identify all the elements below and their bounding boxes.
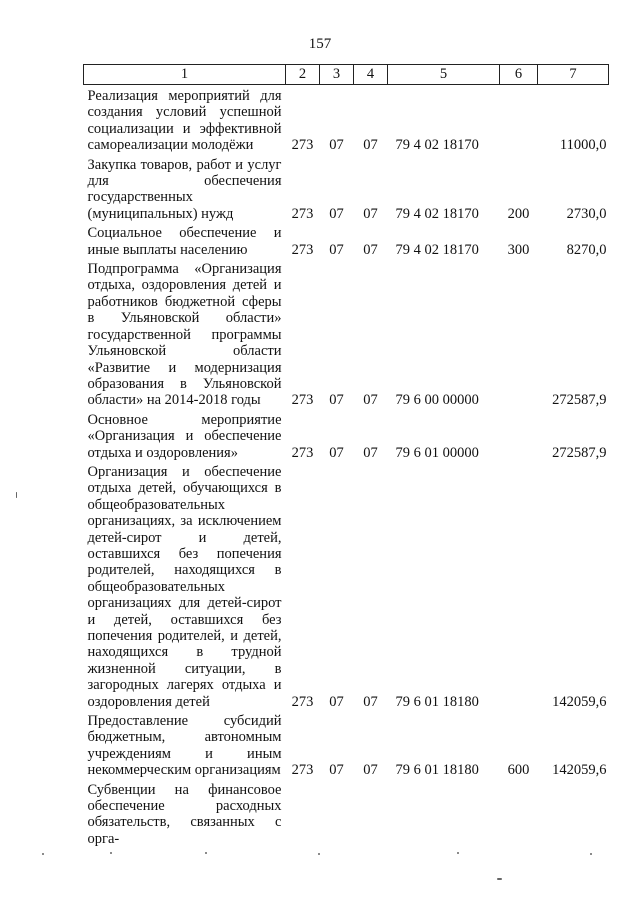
table-row	[84, 779, 609, 848]
table-row	[84, 461, 609, 710]
row-name-cell: Закупка товаров, работ и услуг для обеспечения государственных (муниципальных) нужд	[87, 156, 282, 222]
budget-table	[83, 64, 609, 847]
row-name-cell: Предоставление субсидий бюджетным, автономным учреждениям и иным некоммерческим организациям	[87, 713, 282, 779]
row-ministry-cell: 273	[291, 205, 314, 222]
row-vr-cell	[500, 409, 538, 461]
header-cell-section: 3	[320, 65, 354, 85]
row-ministry-cell: 273	[291, 392, 314, 409]
row-vr-cell	[500, 258, 538, 409]
row-amount-cell: 8270,0	[566, 241, 607, 258]
scan-speck	[590, 853, 592, 855]
row-amount-cell: 11000,0	[559, 137, 607, 154]
table-row	[84, 154, 609, 223]
page-number: 157	[308, 36, 332, 52]
scan-speck	[205, 852, 207, 854]
row-amount-cell: 272587,9	[552, 444, 607, 461]
row-amount-cell: 142059,6	[552, 762, 607, 779]
row-section-cell: 07	[329, 137, 344, 154]
row-section-cell: 07	[329, 693, 344, 710]
row-csr-cell: 79 6 00 00000	[395, 392, 479, 409]
row-vr-cell	[500, 461, 538, 710]
row-subsection-cell: 07	[363, 762, 378, 779]
scan-speck	[497, 878, 502, 880]
header-cell-amount: 7	[538, 65, 609, 85]
row-csr-cell: 79 6 01 00000	[395, 444, 479, 461]
row-amount-cell: 272587,9	[552, 392, 607, 409]
row-section-cell: 07	[329, 241, 344, 258]
row-name-cell: Основное мероприятие «Организация и обеспечение отдыха и оздоровления»	[87, 411, 282, 461]
row-section-cell: 07	[329, 205, 344, 222]
scan-speck	[457, 852, 459, 854]
row-subsection-cell: 07	[363, 444, 378, 461]
header-cell-subsection: 4	[354, 65, 388, 85]
row-subsection-cell	[354, 779, 388, 848]
table-row	[84, 258, 609, 409]
scan-speck	[42, 853, 44, 855]
header-cell-csr: 5	[388, 65, 500, 85]
row-section-cell	[320, 779, 354, 848]
row-csr-cell: 79 6 01 18180	[395, 693, 479, 710]
table-row	[84, 409, 609, 461]
table-row	[84, 710, 609, 779]
row-vr-cell	[500, 779, 538, 848]
table-row	[84, 222, 609, 258]
row-section-cell: 07	[329, 392, 344, 409]
row-subsection-cell: 07	[363, 392, 378, 409]
row-subsection-cell: 07	[363, 137, 378, 154]
row-ministry-cell: 273	[291, 693, 314, 710]
row-name-cell: Реализация мероприятий для создания условий успешной социализации и эффективной самореализации молодёжи	[87, 88, 282, 154]
row-csr-cell: 79 6 01 18180	[395, 762, 479, 779]
row-subsection-cell: 07	[363, 205, 378, 222]
header-cell-vr: 6	[500, 65, 538, 85]
header-cell-name: 1	[84, 65, 286, 85]
row-vr-cell: 200	[507, 205, 530, 222]
row-name-cell: Субвенции на финансовое обеспечение расходных обязательств, связанных с орга-	[87, 781, 282, 847]
row-subsection-cell: 07	[363, 241, 378, 258]
row-amount-cell: 2730,0	[566, 205, 607, 222]
table-row	[84, 85, 609, 154]
row-csr-cell: 79 4 02 18170	[395, 205, 479, 222]
scan-speck	[16, 492, 17, 498]
row-ministry-cell	[286, 779, 320, 848]
row-ministry-cell: 273	[291, 241, 314, 258]
header-cell-ministry: 2	[286, 65, 320, 85]
row-section-cell: 07	[329, 762, 344, 779]
row-amount-cell	[538, 779, 609, 848]
header-row	[84, 65, 609, 85]
row-section-cell: 07	[329, 444, 344, 461]
row-name-cell: Организация и обеспечение отдыха детей, обучающихся в общеобразовательных организациях, за исключением детей-сирот и детей, оставшихся без попечения родителей, находящихся в общеобразовательных организациях для детей-сирот и детей, оставшихся без попечения родителей, и детей, находящихся в трудной жизненной ситуации, в загородных лагерях отдыха и оздоровления детей	[87, 463, 282, 710]
row-name-cell: Подпрограмма «Организация отдыха, оздоровления детей и работников бюджетной сферы в Ульяновской области» государственной программы Ульяновской области «Развитие и модернизация образования в Ульяновской области» на 2014-2018 годы	[87, 261, 282, 409]
row-ministry-cell: 273	[291, 137, 314, 154]
row-ministry-cell: 273	[291, 762, 314, 779]
row-name-cell: Социальное обеспечение и иные выплаты населению	[87, 225, 282, 258]
row-vr-cell	[500, 85, 538, 154]
row-csr-cell	[388, 779, 500, 848]
row-ministry-cell: 273	[291, 444, 314, 461]
row-csr-cell: 79 4 02 18170	[395, 137, 479, 154]
row-amount-cell: 142059,6	[552, 693, 607, 710]
row-csr-cell: 79 4 02 18170	[395, 241, 479, 258]
scan-speck	[110, 852, 112, 854]
scan-speck	[318, 853, 320, 855]
row-vr-cell: 300	[507, 241, 530, 258]
row-subsection-cell: 07	[363, 693, 378, 710]
row-vr-cell: 600	[507, 762, 530, 779]
